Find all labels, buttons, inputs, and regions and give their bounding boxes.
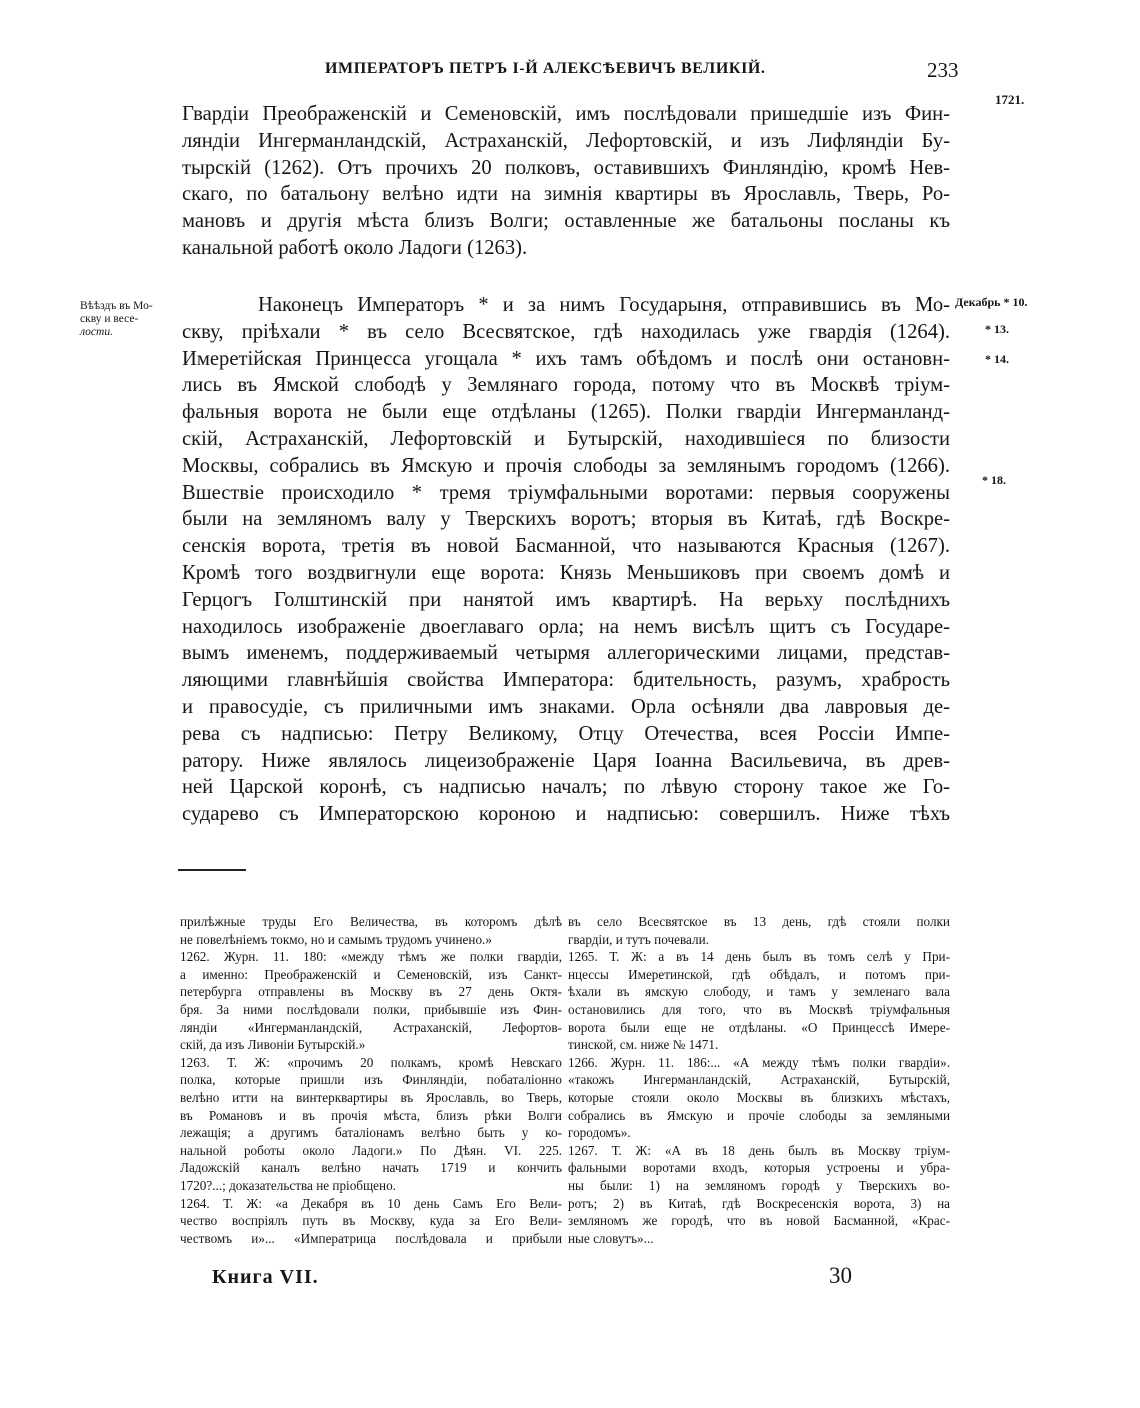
book-signature-label: Книга VII. — [212, 1266, 319, 1288]
footnote-line: ѣхали въ ямскую слободу, и тамъ у земленаго вала — [568, 984, 950, 1000]
footnote-line: 1264. Т. Ж: «а Декабря въ 10 день Самъ Его Вели- — [180, 1195, 562, 1211]
text-line: Вшествіе происходило * тремя тріумфальными воротами: первыя сооружены — [182, 481, 950, 504]
text-line: рева съ надписью: Петру Великому, Отцу Отечества, всея Россіи Импе- — [182, 722, 950, 745]
footnote-line: лежащія; а другимъ баталіонамъ велѣно быть у ко- — [180, 1125, 562, 1141]
footnote-line: ротъ; 2) въ Китаѣ, гдѣ Воскресенскія ворота, 3) на — [568, 1195, 950, 1211]
text-line: ляющими главнѣйшія свойства Императора: бдительность, разумъ, храбрость — [182, 669, 950, 692]
text-line: ляндіи Ингерманландскій, Астраханскій, Лефортовскій, и изъ Лифляндіи Бу- — [182, 129, 950, 152]
footnote-line: ворота были еще не отдѣланы. «О Принцессѣ Имере- — [568, 1019, 950, 1035]
text-line: скву, пріѣхали * въ село Всесвятское, гдѣ находилась уже гвардія (1264). — [182, 320, 950, 343]
text-line: Гвардіи Преображенскій и Семеновскій, имъ послѣдовали пришедшіе изъ Фин- — [182, 103, 950, 125]
margin-date-note: * 13. — [985, 322, 1009, 336]
footnote-line: нальной роботы около Ладоги.» По Дѣян. VI. 225. — [180, 1142, 562, 1158]
footnote-line: фальными воротами входъ, которыя устроены и убра- — [568, 1160, 950, 1176]
text-line: Наконецъ Императоръ * и за нимъ Государыня, отправившись въ Мо- — [258, 294, 950, 316]
footnote-line: чествомъ и»... «Императрица послѣдовала и прибыли — [180, 1230, 562, 1246]
text-line: были на земляномъ валу у Тверскихъ воротъ; вторыя въ Китаѣ, гдѣ Воскре- — [182, 508, 950, 531]
text-line: мановъ и другія мѣста близъ Волги; оставленные же батальоны посланы къ — [182, 210, 950, 233]
footnote-line: собрались въ Ямскую и прочіе слободы за земляными — [568, 1107, 950, 1123]
footnote-line: въ село Всесвятское въ 13 день, гдѣ стояли полки — [568, 914, 950, 929]
text-line: ратору. Ниже являлось лицеизображеніе Царя Іоанна Васильевича, въ древ- — [182, 749, 950, 772]
footnotes-right-column — [568, 913, 950, 1247]
footnote-line: земляномъ же городѣ, что въ новой Басманной, «Крас- — [568, 1213, 950, 1229]
footnote-line: не повелѣніемъ токмо, но и самымъ трудомъ учинено.» — [180, 931, 492, 947]
footnote-line: 1263. Т. Ж: «прочимъ 20 полкамъ, кромѣ Невскаго — [180, 1054, 562, 1070]
text-line: канальной работѣ около Ладоги (1263). — [182, 236, 528, 259]
text-line: и правосудіе, съ приличными имъ знаками. Орла осѣняли два лавровыя де- — [182, 695, 950, 718]
footnote-line: которые стояли около Москвы въ близкихъ мѣстахъ, — [568, 1089, 950, 1105]
footnote-line: Ладожскій каналъ велѣно начать 1719 и кончить — [180, 1160, 562, 1176]
text-line: фальныя ворота не были еще отдѣланы (1265). Полки гвардіи Ингерманланд- — [182, 401, 950, 424]
footnote-line: нцессы Имеретинской, гдѣ обѣдалъ, и потомъ при- — [568, 966, 950, 982]
footnote-line: 1720?...; доказательства не пріобщено. — [180, 1177, 396, 1193]
text-line: сенскія ворота, третія въ новой Басманной, что называются Красныя (1267). — [182, 535, 950, 558]
text-line: тырскій (1262). Отъ прочихъ 20 полковъ, оставившихъ Финляндію, кромѣ Нев- — [182, 156, 950, 179]
text-line: Кромѣ того воздвигнули еще ворота: Князь Меньшиковъ при своемъ домѣ и — [182, 561, 950, 584]
footnote-line: полка, которые пришли изъ Финляндіи, побаталіонно — [180, 1072, 562, 1088]
footnote-line: чество воспріялъ путь въ Москву, куда за Его Вели- — [180, 1213, 562, 1229]
left-margin-note — [80, 300, 180, 339]
margin-note-line: скву и весе- — [80, 313, 139, 325]
footnote-rule — [178, 869, 246, 871]
footnote-line: 1266. Журн. 11. 186:... «А между тѣмъ полки гвардіи». — [568, 1054, 950, 1070]
text-line: ней Царской коронѣ, съ надписью началъ; по лѣвую сторону такое же Го- — [182, 776, 950, 799]
footnote-line: бря. За ними послѣдовали полки, прибывшіе изъ Фин- — [180, 1001, 562, 1017]
footnotes-left-column — [180, 913, 562, 1247]
footnote-line: гвардіи, и тутъ почевали. — [568, 931, 709, 947]
text-line: Герцогъ Голштинскій при нанятой имъ квартирѣ. На верьху послѣднихъ — [182, 588, 950, 611]
margin-date-note: Декабрь * 10. — [955, 295, 1028, 309]
footnote-line: 1267. Т. Ж: «А въ 18 день былъ въ Москву тріум- — [568, 1142, 950, 1158]
footnote-line: ляндіи «Ингерманландскій, Астраханскій, Лефортов- — [180, 1019, 562, 1035]
text-line: сударево съ Императорскою короною и надписью: совершилъ. Ниже тѣхъ — [182, 803, 950, 826]
paragraph-1 — [182, 101, 950, 262]
margin-date-note: * 18. — [982, 473, 1006, 487]
margin-note-line: Вѣѣздъ въ Мо- — [80, 300, 153, 312]
footnote-line: петербурга отправлены въ Москву въ 27 день Октя- — [180, 984, 562, 1000]
footnote-line: городомъ». — [568, 1125, 631, 1141]
footnote-line: 1262. Журн. 11. 180: «между тѣмъ же полки гвардіи, — [180, 949, 562, 965]
footnote-line: въ Романовъ и въ прочія мѣста, близъ рѣки Волги — [180, 1107, 562, 1123]
margin-year-note: 1721. — [995, 92, 1025, 107]
page-number: 233 — [927, 58, 959, 82]
margin-date-note: * 14. — [985, 352, 1009, 366]
footnote-line: ны были: 1) на земляномъ городѣ у Тверскихъ во- — [568, 1177, 950, 1193]
footnote-line: тинской, см. ниже № 1471. — [568, 1037, 719, 1053]
footnote-line: прилѣжные труды Его Величества, въ которомъ дѣлѣ — [180, 914, 562, 929]
footnote-line: скій, да изъ Ливоніи Бутырскій.» — [180, 1037, 366, 1053]
footnote-line: 1265. Т. Ж: а въ 14 день былъ въ томъ селѣ у При- — [568, 949, 950, 965]
footnote-line: ные словутъ»... — [568, 1230, 654, 1246]
paragraph-2 — [182, 292, 950, 828]
text-line: находилось изображеніе двоеглаваго орла; на немъ висѣлъ щитъ съ Государе- — [182, 615, 950, 638]
running-header-title: ИМПЕРАТОРЪ ПЕТРЪ I-Й АЛЕКСѢЕВИЧЪ ВЕЛИКІЙ. — [325, 60, 766, 77]
footnote-line: остановились для того, что въ Москвѣ тріумфальныя — [568, 1001, 950, 1017]
footnote-line: «такожъ Ингерманландскій, Астраханскій, Бутырскій, — [568, 1072, 950, 1088]
text-line: вымъ именемъ, поддерживаемый четырмя аллегорическими лицами, представ- — [182, 642, 950, 665]
text-line: Имеретійская Принцесса угощала * ихъ тамъ обѣдомъ и послѣ они остановн- — [182, 347, 950, 370]
sheet-signature-number: 30 — [829, 1263, 852, 1288]
text-line: лись въ Ямской слободѣ у Землянаго города, потому что въ Москвѣ тріум- — [182, 374, 950, 397]
footnote-line: а именно: Преображенскій и Семеновскій, изъ Санкт- — [180, 966, 562, 982]
text-line: скаго, по батальону велѣно идти на зимнія квартиры въ Ярославль, Тверь, Ро- — [182, 183, 950, 206]
margin-note-line: лости. — [80, 326, 113, 338]
text-line: скій, Астраханскій, Лефортовскій и Бутырскій, находившіеся по близости — [182, 427, 950, 450]
text-line: Москвы, собрались въ Ямскую и прочія слободы за землянымъ городомъ (1266). — [182, 454, 950, 477]
footnote-line: велѣно итти на винтерквартиры въ Ярославль, во Тверь, — [180, 1089, 562, 1105]
